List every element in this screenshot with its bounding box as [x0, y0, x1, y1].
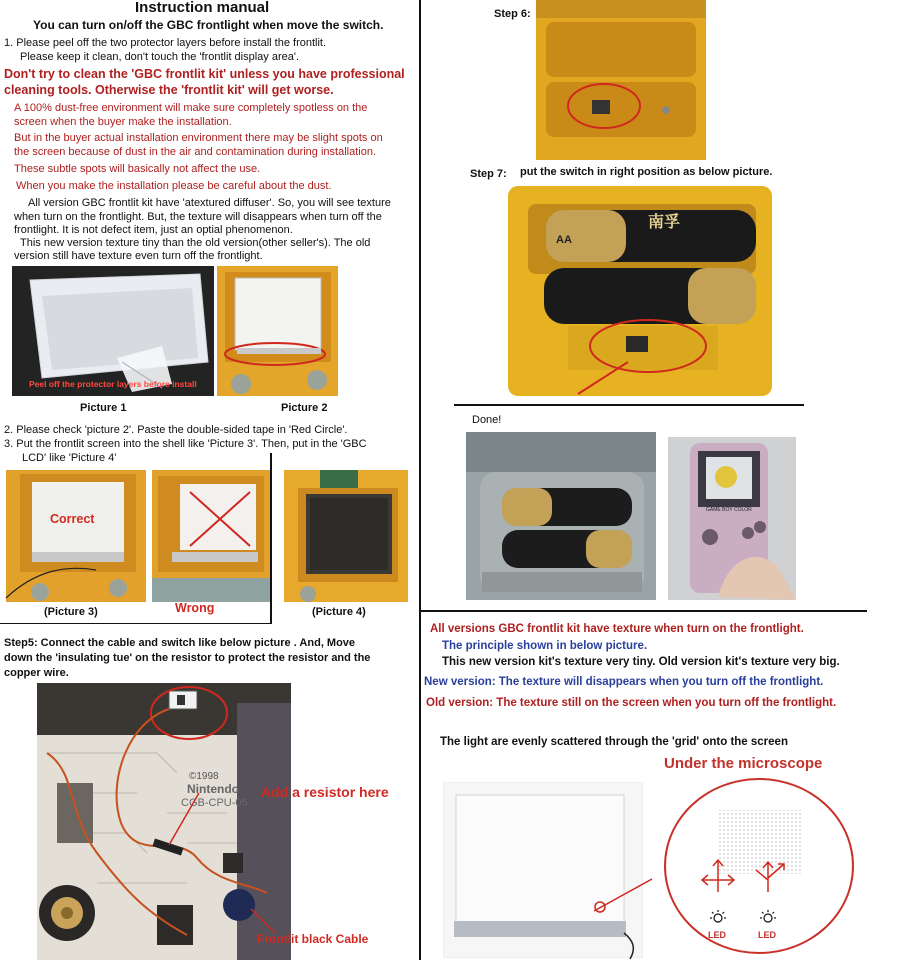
diffuser-line2: when turn on the frontlight. But, the texture will disappears when turn off the [14, 211, 382, 223]
step3-line2: LCD' like 'Picture 4' [22, 452, 117, 464]
peel-film-illustration [12, 266, 214, 396]
new-version-line: New version: The texture will disappears when you turn off the frontlight. [424, 676, 824, 688]
microscope-grid-illustration [666, 780, 852, 952]
board-brand: Nintendo [187, 782, 239, 796]
step7-photo [508, 186, 772, 396]
step6-label: Step 6: [494, 8, 531, 20]
textures-line1: All versions GBC frontlit kit have texture when turn on the frontlight. [430, 623, 804, 635]
dust-line3: But in the buyer actual installation environment there may be slight spots on [14, 132, 383, 144]
done-gbc-back-photo [466, 432, 656, 600]
battery-type-text: AA [556, 234, 572, 246]
microscope-circle [664, 778, 854, 954]
gbc-front-illustration [668, 437, 796, 600]
picture2-photo [217, 266, 338, 396]
divider-left-mid-h [0, 623, 272, 624]
circuit-board-illustration [37, 683, 291, 960]
frontlit-panel-illustration [444, 783, 644, 959]
step3-line1: 3. Put the frontlit screen into the shell like 'Picture 3'. Then, put in the 'GBC [4, 438, 367, 450]
gbc-back-illustration [466, 432, 656, 600]
lcd-install-illustration [284, 470, 408, 602]
correct-install-illustration [6, 470, 146, 602]
step5-line3: copper wire. [4, 667, 69, 679]
divider-right-1 [454, 404, 804, 406]
circuit-board-photo [37, 683, 389, 960]
led-label-1: LED [708, 930, 726, 940]
picture3-correct-photo [6, 470, 146, 602]
led-label-2: LED [758, 930, 776, 940]
divider-right-2 [421, 610, 867, 612]
diffuser-line5: version still have texture even turn off the frontlight. [14, 250, 263, 262]
step5-line2: down the 'insulating tue' on the resistor to protect the resistor and the [4, 652, 371, 664]
step1-line1: 1. Please peel off the two protector layers before install the frontlit. [4, 37, 327, 49]
diffuser-line3: frontlight. It is not defect item, just an optial phenomenon. [14, 224, 293, 236]
frontlit-cable-label: Frontlit black Cable [257, 932, 369, 946]
shell-frontlit-illustration [217, 266, 338, 396]
vertical-divider [419, 0, 421, 960]
light-scatter-line: The light are evenly scattered through the 'grid' onto the screen [440, 736, 788, 748]
picture1-label: Picture 1 [80, 402, 127, 414]
done-gbc-front-photo [668, 437, 796, 600]
add-resistor-label: Add a resistor here [261, 784, 389, 800]
step6-photo [536, 0, 706, 160]
picture4-label: (Picture 4) [312, 606, 366, 618]
subtitle-bold: GBC [166, 18, 194, 32]
warning-line1: Don't try to clean the 'GBC frontlit kit' unless you have professional [4, 67, 405, 81]
step5-line1: Step5: Connect the cable and switch like below picture . And, Move [4, 637, 356, 649]
picture2-label: Picture 2 [281, 402, 328, 414]
picture1-photo [12, 266, 214, 396]
subtitle-prefix: You can turn on/off the [33, 18, 167, 32]
dust-line5: These subtle spots will basically not affect the use. [14, 163, 261, 175]
board-year: ©1998 [189, 771, 219, 782]
dust-line1: A 100% dust-free environment will make sure completely spotless on the [14, 102, 368, 114]
warning-line2: cleaning tools. Otherwise the 'frontlit kit' will get worse. [4, 83, 334, 97]
dust-line4: the screen because of dust in the air and contamination during installation. [14, 146, 377, 158]
picture3-wrong-photo [152, 470, 270, 602]
subtitle-suffix: frontlight when move the switch. [193, 18, 384, 32]
manual-title: Instruction manual [135, 0, 270, 16]
battery-bay-illustration [536, 0, 706, 160]
microscope-title: Under the microscope [664, 755, 823, 772]
dust-line2: screen when the buyer make the installation. [14, 116, 232, 128]
dust-line6: When you make the installation please be careful about the dust. [16, 180, 332, 192]
frontlit-panel-photo [443, 782, 643, 958]
principle-line: The principle shown in below picture. [442, 640, 648, 652]
subtitle [33, 19, 383, 32]
peel-caption: Peel off the protector layers before install [29, 379, 197, 389]
step2-text: 2. Please check 'picture 2'. Paste the double-sided tape in 'Red Circle'. [4, 424, 348, 436]
divider-left-mid [270, 453, 272, 623]
step7-label: Step 7: [470, 168, 507, 180]
step7-text: put the switch in right position as below picture. [520, 166, 773, 178]
batteries-installed-illustration [508, 186, 772, 396]
board-model: CGB-CPU-05 [181, 797, 248, 809]
battery-brand-text: 南孚 [648, 214, 681, 231]
old-version-line: Old version: The texture still on the screen when you turn off the frontlight. [426, 697, 837, 709]
correct-label: Correct [50, 512, 95, 526]
done-label: Done! [472, 414, 502, 426]
step1-line2: Please keep it clean, don't touch the 'frontlit display area'. [20, 51, 300, 63]
picture3-label: (Picture 3) [44, 606, 98, 618]
diffuser-line4: This new version texture tiny than the old version(other seller's). The old [20, 237, 371, 249]
wrong-label: Wrong [175, 601, 215, 615]
wrong-install-illustration [152, 470, 270, 602]
diffuser-line1: All version GBC frontlit kit have 'atextured diffuser'. So, you will see texture [28, 197, 391, 209]
gbc-logo-text: GAME BOY COLOR [706, 507, 752, 513]
new-kit-line: This new version kit's texture very tiny. Old version kit's texture very big. [442, 656, 840, 668]
picture4-photo [284, 470, 408, 602]
